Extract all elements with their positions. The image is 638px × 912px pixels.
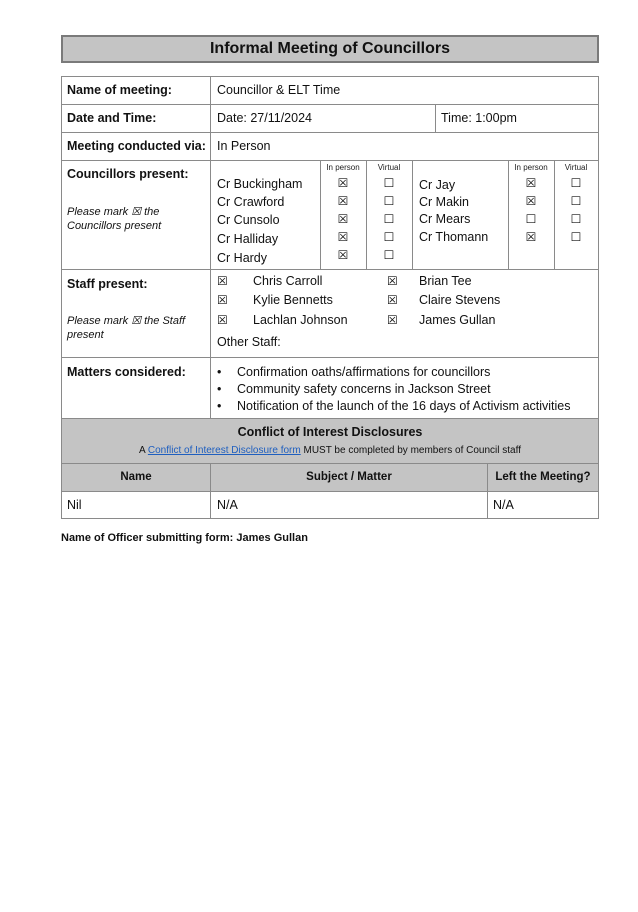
coi-subtext <box>62 445 598 456</box>
councillor-name: Cr Thomann <box>419 230 489 244</box>
staff-label: Staff present: <box>67 277 148 291</box>
coi-subject-cell: N/A <box>217 498 238 512</box>
councillor-name: Cr Halliday <box>217 232 279 246</box>
in-person-checkbox[interactable]: ☒ <box>337 194 349 208</box>
list-item: • Community safety concerns in Jackson Street <box>211 381 596 398</box>
councillor-name: Cr Hardy <box>217 251 268 265</box>
in-person-checkbox[interactable]: ☒ <box>337 248 349 262</box>
councillor-name: Cr Jay <box>419 178 456 192</box>
virtual-checkbox[interactable]: ☐ <box>570 212 582 226</box>
coi-col-subject: Subject / Matter <box>306 471 392 483</box>
virtual-checkbox[interactable]: ☐ <box>383 230 395 244</box>
councillors-note: Please mark ☒ the Councillors present <box>67 206 162 232</box>
councillor-name: Cr Buckingham <box>217 177 303 191</box>
col-in-person-left: In person <box>326 163 360 172</box>
conducted-via-value: In Person <box>217 139 271 153</box>
in-person-checkbox[interactable]: ☒ <box>337 176 349 190</box>
coi-name-cell: Nil <box>67 498 82 512</box>
col-in-person-right: In person <box>514 163 548 172</box>
col-virtual-left: Virtual <box>377 163 401 172</box>
list-item: • Notification of the launch of the 16 days of Activism activities <box>211 398 596 415</box>
councillor-name: Cr Mears <box>419 212 471 226</box>
in-person-checkbox[interactable]: ☒ <box>525 230 537 244</box>
staff-checkbox[interactable]: ☒ <box>387 293 398 307</box>
conducted-via-label: Meeting conducted via: <box>67 139 206 153</box>
list-item: • Confirmation oaths/affirmations for councillors <box>211 364 596 381</box>
in-person-checkbox[interactable]: ☐ <box>525 212 537 226</box>
meeting-name-value: Councillor & ELT Time <box>217 83 341 97</box>
staff-name: Kylie Bennetts <box>253 293 333 307</box>
coi-form-link[interactable]: Conflict of Interest Disclosure form <box>147 445 301 456</box>
staff-checkbox[interactable]: ☒ <box>387 313 398 327</box>
virtual-checkbox[interactable]: ☐ <box>383 212 395 226</box>
in-person-checkbox[interactable]: ☒ <box>525 176 537 190</box>
in-person-checkbox[interactable]: ☒ <box>337 230 349 244</box>
staff-checkbox[interactable]: ☒ <box>217 274 228 288</box>
virtual-checkbox[interactable]: ☐ <box>570 194 582 208</box>
date-value: Date: 27/11/2024 <box>217 111 312 125</box>
coi-heading: Conflict of Interest Disclosures <box>237 425 423 439</box>
coi-col-left: Left the Meeting? <box>495 471 591 483</box>
col-virtual-right: Virtual <box>564 163 588 172</box>
councillor-name: Cr Makin <box>419 195 470 209</box>
staff-checkbox[interactable]: ☒ <box>387 274 398 288</box>
matters-list <box>211 364 596 415</box>
staff-name: Chris Carroll <box>253 274 323 288</box>
coi-sub-prefix: A <box>138 445 148 456</box>
in-person-checkbox[interactable]: ☒ <box>337 212 349 226</box>
councillors-label: Councillors present: <box>67 167 189 181</box>
coi-sub-suffix: MUST be completed by members of Council staff <box>300 445 521 456</box>
staff-checkbox[interactable]: ☒ <box>217 313 228 327</box>
staff-name: James Gullan <box>419 313 496 327</box>
staff-name: Claire Stevens <box>419 293 501 307</box>
virtual-checkbox[interactable]: ☐ <box>383 248 395 262</box>
staff-name: Brian Tee <box>419 274 472 288</box>
staff-checkbox[interactable]: ☒ <box>217 293 228 307</box>
coi-left-cell: N/A <box>493 498 514 512</box>
virtual-checkbox[interactable]: ☐ <box>383 176 395 190</box>
virtual-checkbox[interactable]: ☐ <box>570 176 582 190</box>
form-title: Informal Meeting of Councillors <box>61 35 599 63</box>
staff-note: Please mark ☒ the Staff present <box>67 315 186 341</box>
councillor-name: Cr Crawford <box>217 195 285 209</box>
other-staff-label: Other Staff: <box>217 335 281 349</box>
submitting-officer: Name of Officer submitting form: James Gullan <box>61 532 308 544</box>
meeting-name-label: Name of meeting: <box>67 83 172 97</box>
virtual-checkbox[interactable]: ☐ <box>570 230 582 244</box>
staff-name: Lachlan Johnson <box>253 313 348 327</box>
councillor-name: Cr Cunsolo <box>217 213 280 227</box>
time-value: Time: 1:00pm <box>441 111 517 125</box>
matters-label: Matters considered: <box>67 365 186 379</box>
date-time-label: Date and Time: <box>67 111 157 125</box>
in-person-checkbox[interactable]: ☒ <box>525 194 537 208</box>
coi-col-name: Name <box>120 471 152 483</box>
virtual-checkbox[interactable]: ☐ <box>383 194 395 208</box>
